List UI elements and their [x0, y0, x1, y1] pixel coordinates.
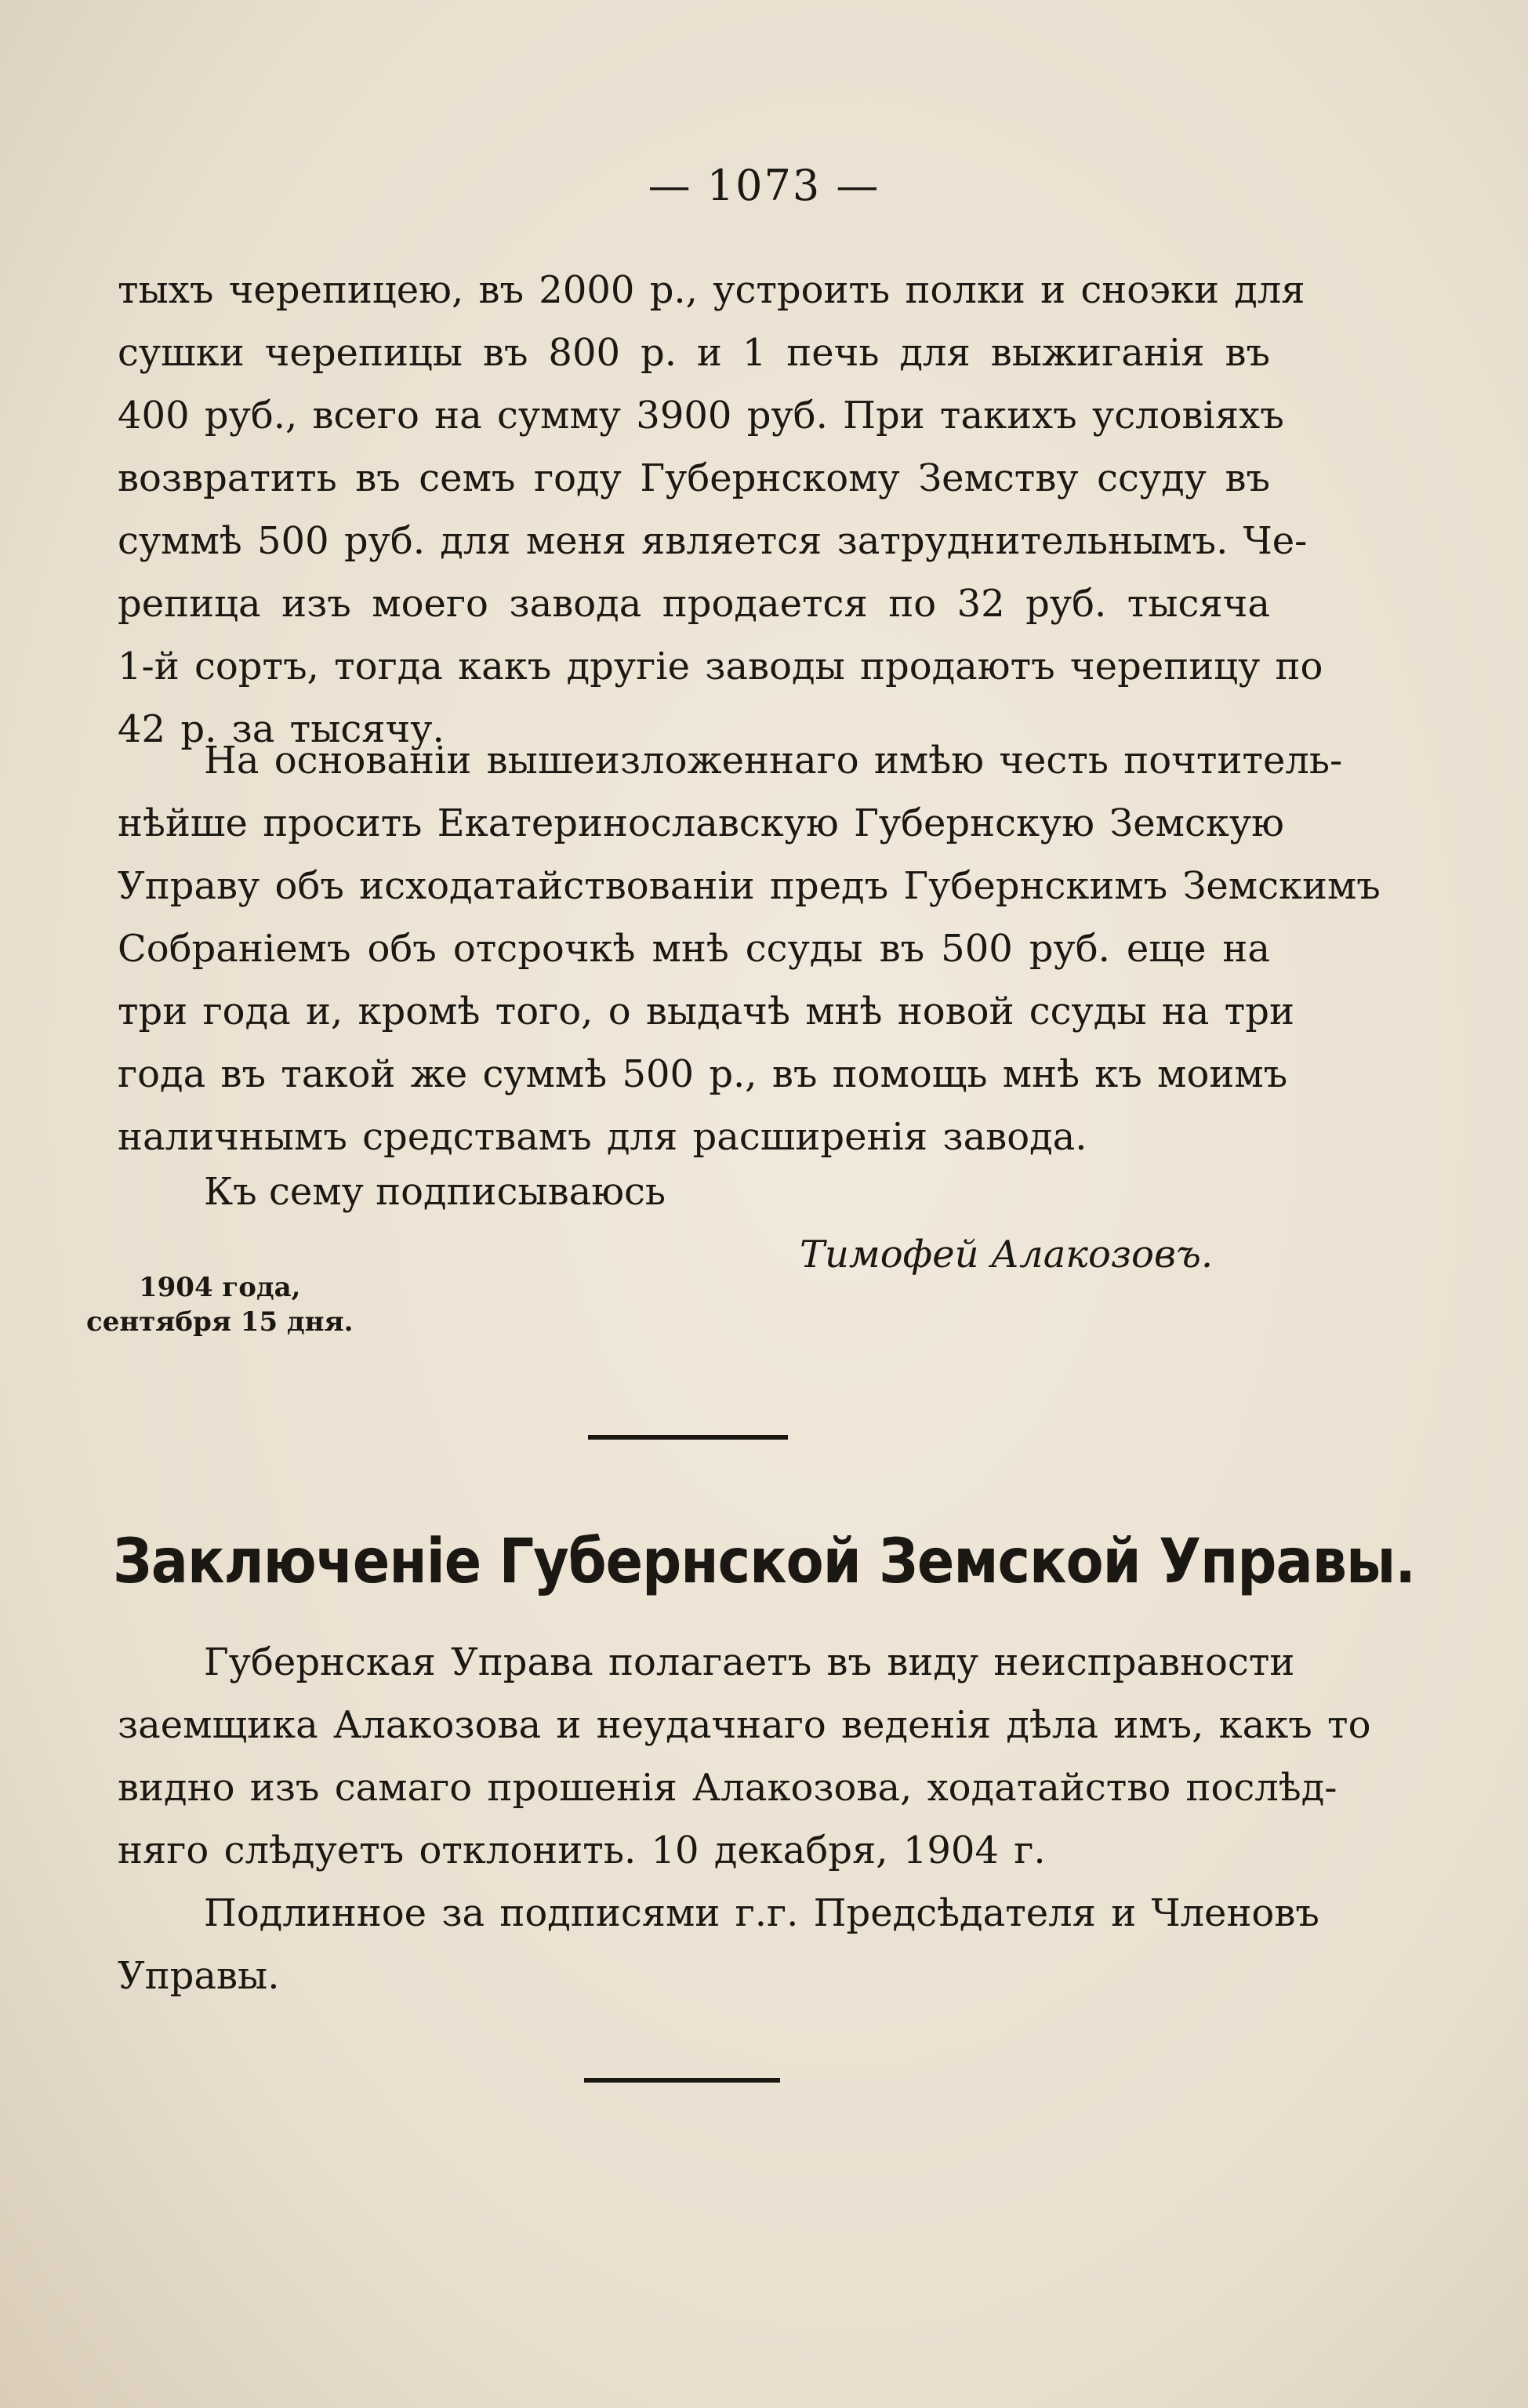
text-line: Собраніемъ объ отсрочкѣ мнѣ ссуды въ 500 руб. еще на: [118, 927, 1270, 971]
text-line: года въ такой же суммѣ 500 р., въ помощь мнѣ къ моимъ: [118, 1052, 1288, 1096]
text-line: 400 руб., всего на сумму 3900 руб. При такихъ условіяхъ: [118, 394, 1284, 438]
text-line: няго слѣдуетъ отклонить. 10 декабря, 1904 г.: [118, 1829, 1046, 1872]
text-line: сушки черепицы въ 800 р. и 1 печь для выжиганія въ: [118, 331, 1270, 375]
date-line-day: сентября 15 дня.: [86, 1306, 354, 1338]
text-line: наличнымъ средствамъ для расширенія завода.: [118, 1115, 1087, 1159]
section-divider: [588, 1435, 788, 1440]
text-line: тыхъ черепицею, въ 2000 р., устроить полки и сноэки для: [118, 268, 1305, 312]
text-line: Управу объ исходатайствованіи предъ Губернскимъ Земскимъ: [118, 864, 1381, 908]
end-divider: [584, 2078, 780, 2083]
letter-paragraph-2: [118, 729, 1381, 1168]
signature: Тимофей Алакозовъ.: [800, 1233, 1214, 1277]
text-line: видно изъ самаго прошенія Алакозова, ходатайство послѣд-: [118, 1766, 1337, 1810]
text-line: 42 р. за тысячу.: [118, 707, 445, 751]
closing-line: Къ сему подписываюсь: [204, 1170, 666, 1214]
text-line: нѣйше просить Екатеринославскую Губернскую Земскую: [118, 801, 1284, 845]
text-line: Губернская Управа полагаетъ въ виду неисправности: [204, 1640, 1295, 1684]
text-line: Подлинное за подписями г.г. Предсѣдателя и Членовъ: [204, 1891, 1319, 1935]
text-line: суммѣ 500 руб. для меня является затруднительнымъ. Че-: [118, 519, 1308, 563]
text-line: возвратить въ семъ году Губернскому Земству ссуду въ: [118, 456, 1270, 500]
conclusion-paragraph-2: [118, 1882, 1319, 2007]
text-line: три года и, кромѣ того, о выдачѣ мнѣ новой ссуды на три: [118, 990, 1294, 1033]
text-line: 1-й сортъ, тогда какъ другіе заводы продаютъ черепицу по: [118, 645, 1323, 688]
text-line: заемщика Алакозова и неудачнаго веденія дѣла имъ, какъ то: [118, 1703, 1371, 1747]
conclusion-paragraph-1: [118, 1631, 1371, 1882]
text-line: На основаніи вышеизложеннаго имѣю честь почтитель-: [204, 739, 1343, 783]
letter-paragraph-1: [118, 259, 1323, 761]
text-line: репица изъ моего завода продается по 32 руб. тысяча: [118, 582, 1270, 626]
letter-date: [86, 1270, 353, 1339]
text-line: Управы.: [118, 1954, 280, 1998]
section-heading: Заключеніе Губернской Земской Управы.: [113, 1525, 1415, 1597]
date-line-year: 1904 года,: [138, 1272, 301, 1303]
page-number: — 1073 —: [648, 161, 880, 210]
